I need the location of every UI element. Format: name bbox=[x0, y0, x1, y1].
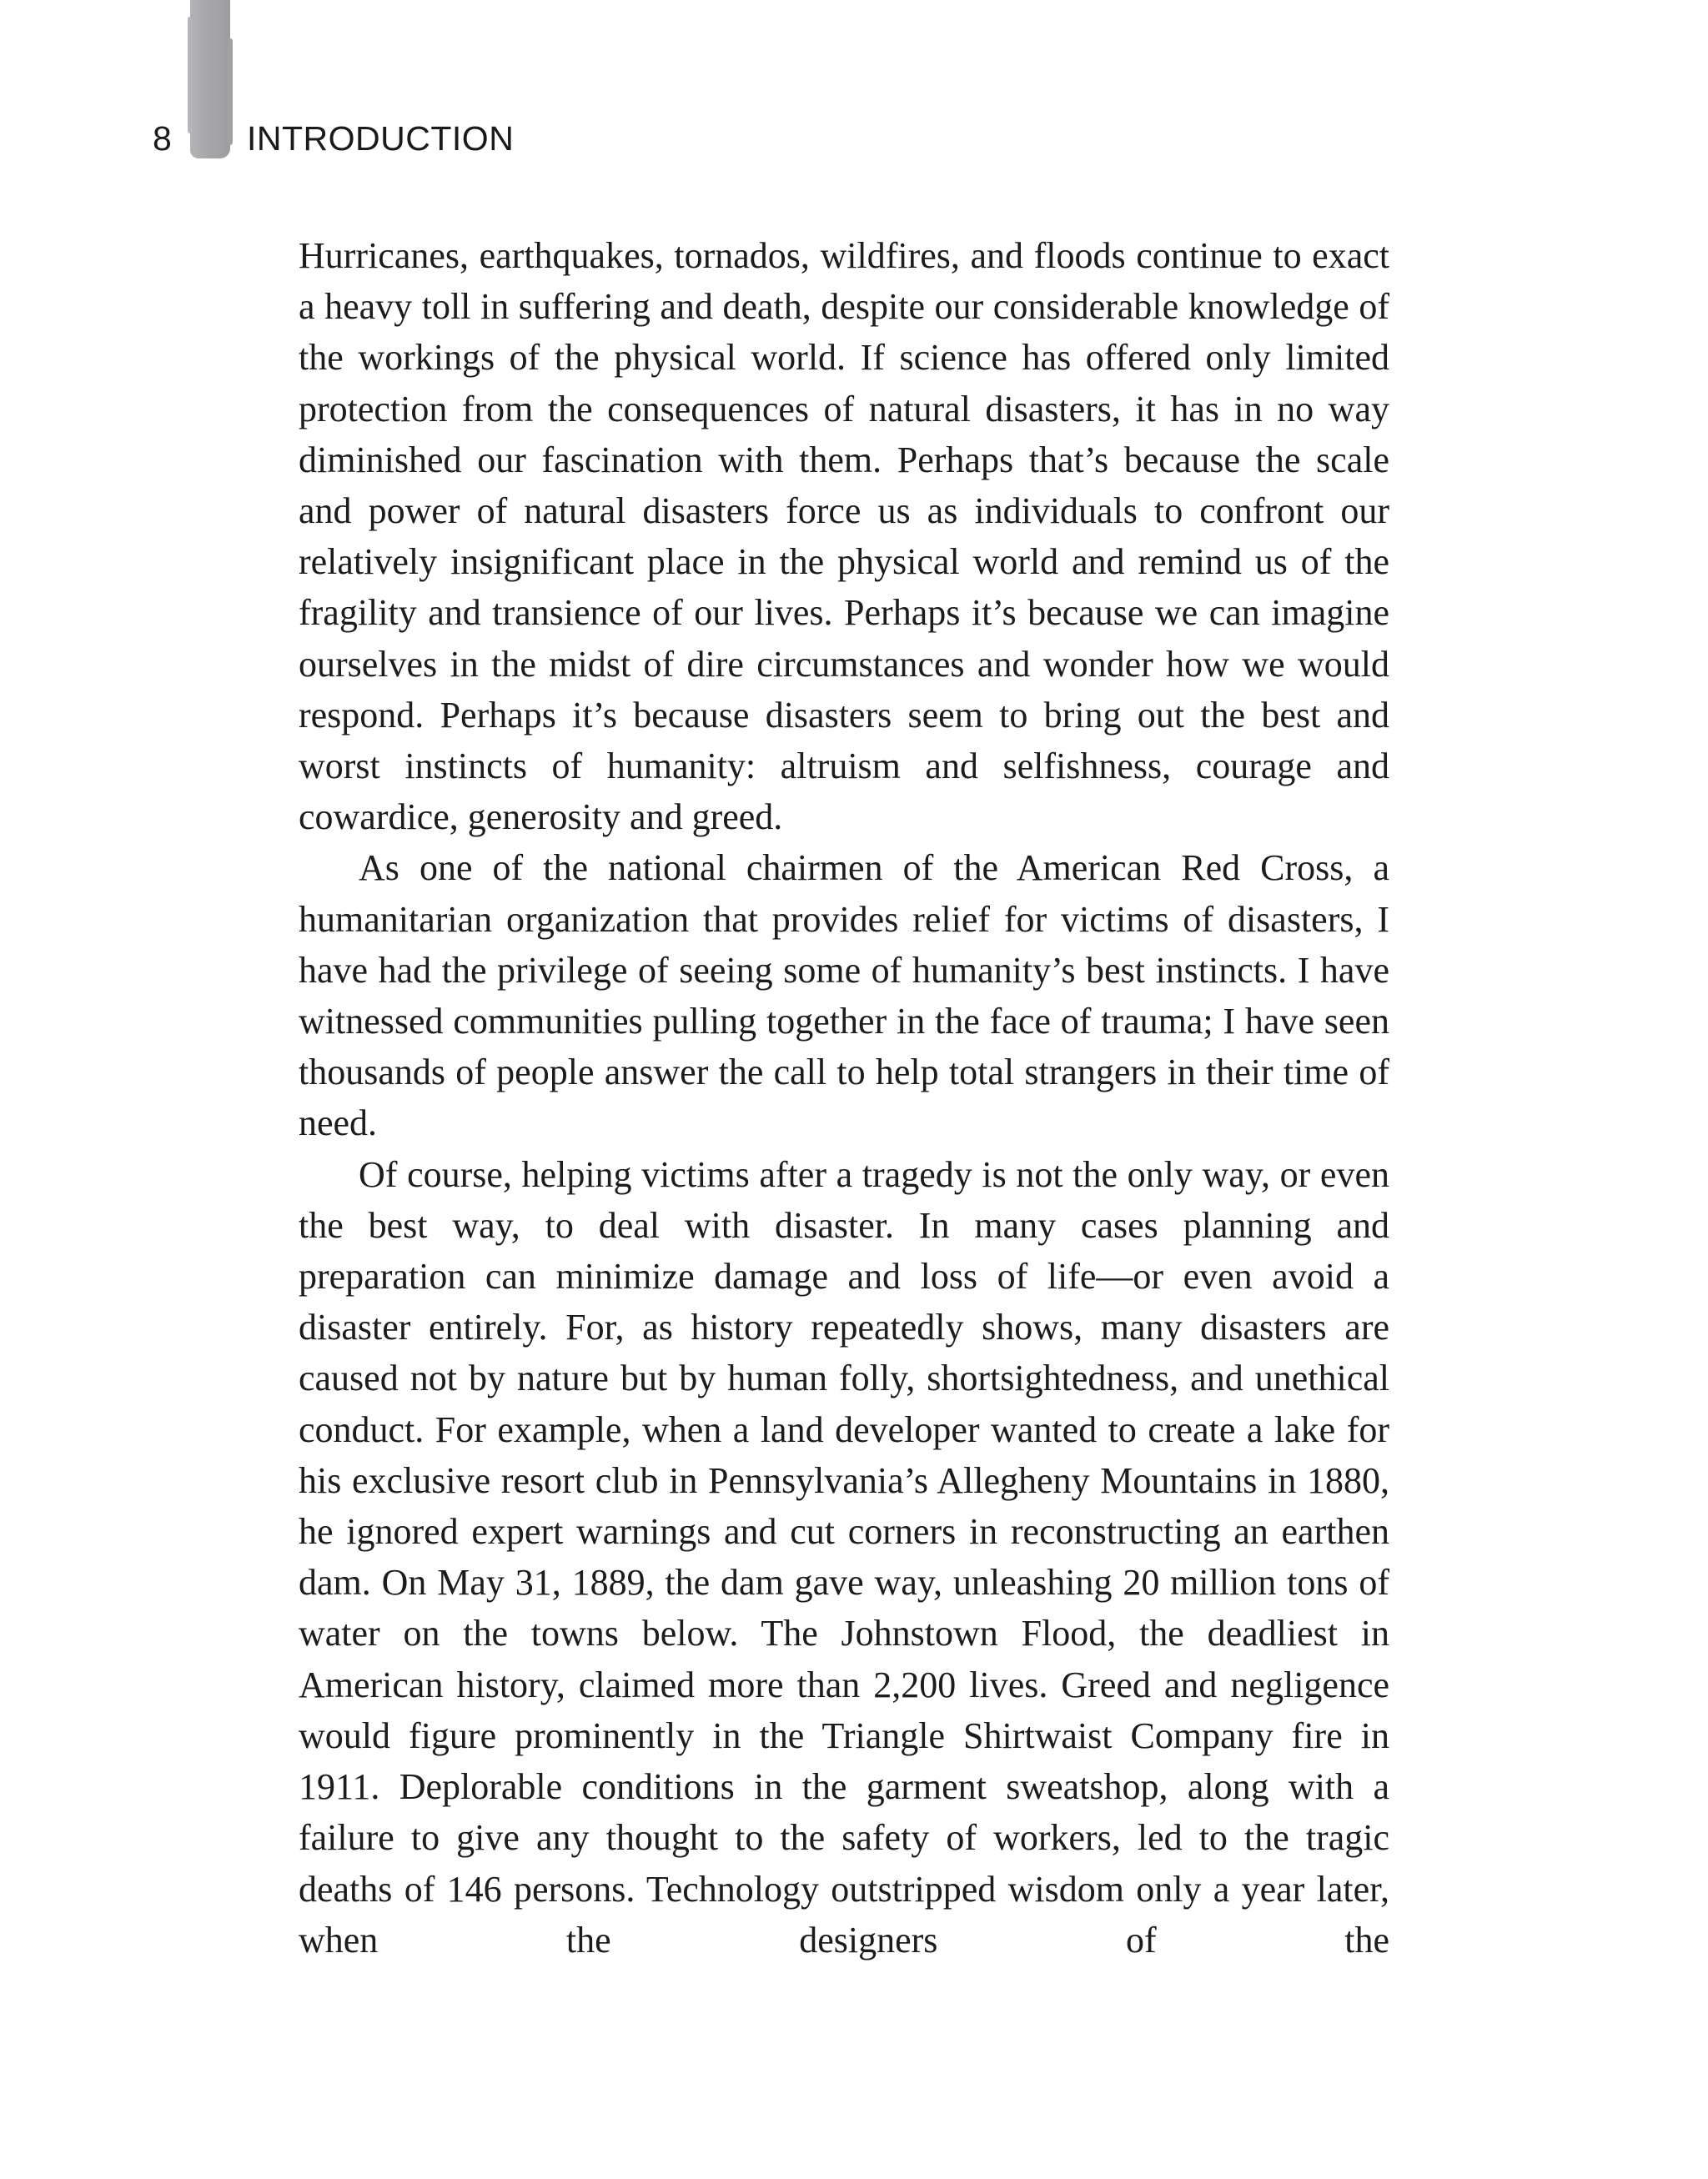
page-number: 8 bbox=[153, 119, 172, 158]
section-title: INTRODUCTION bbox=[247, 119, 515, 158]
body-text bbox=[299, 230, 1389, 1966]
paragraph-1: Hurricanes, earthquakes, tornados, wildfires, and floods continue to exact a heavy toll in suffering and death, despite our considerable knowledge of the workings of the physical world. If science has offered only limited protection from the consequences of natural disasters, it has in no way diminished our fascination with them. Perhaps that’s because the scale and power of natural disasters force us as individuals to confront our relatively insignificant place in the physical world and remind us of the fragility and transience of our lives. Perhaps it’s because we can imagine ourselves in the midst of dire circumstances and wonder how we would respond. Perhaps it’s because disasters seem to bring out the best and worst instincts of humanity: altruism and selfishness, courage and cowardice, generosity and greed. bbox=[299, 235, 1389, 838]
running-head bbox=[0, 117, 1708, 167]
paragraph-2: As one of the national chairmen of the American Red Cross, a humanitarian organization that provides relief for victims of disasters, I have had the privilege of seeing some of humanity’s best instincts. I have witnessed communities pulling together in the face of trauma; I have seen thousands of people answer the call to help total strangers in their time of need. bbox=[299, 847, 1389, 1144]
paragraph-3: Of course, helping victims after a tragedy is not the only way, or even the best way, to deal with disaster. In many cases planning and preparation can minimize damage and loss of life—or even avoid a disaster entirely. For, as history repeatedly shows, many disasters are caused not by nature but by human folly, shortsightedness, and unethical conduct. For example, when a land developer wanted to create a lake for his exclusive resort club in Pennsylvania’s Allegheny Mountains in 1880, he ignored expert warnings and cut corners in reconstructing an earthen dam. On May 31, 1889, the dam gave way, unleashing 20 million tons of water on the towns below. The Johnstown Flood, the deadliest in American history, claimed more than 2,200 lives. Greed and negligence would figure prominently in the Triangle Shirtwaist Company fire in 1911. Deplorable conditions in the garment sweatshop, along with a failure to give any thought to the safety of workers, led to the tragic deaths of 146 persons. Technology outstripped wisdom only a year later, when the designers of the bbox=[299, 1153, 1389, 1961]
